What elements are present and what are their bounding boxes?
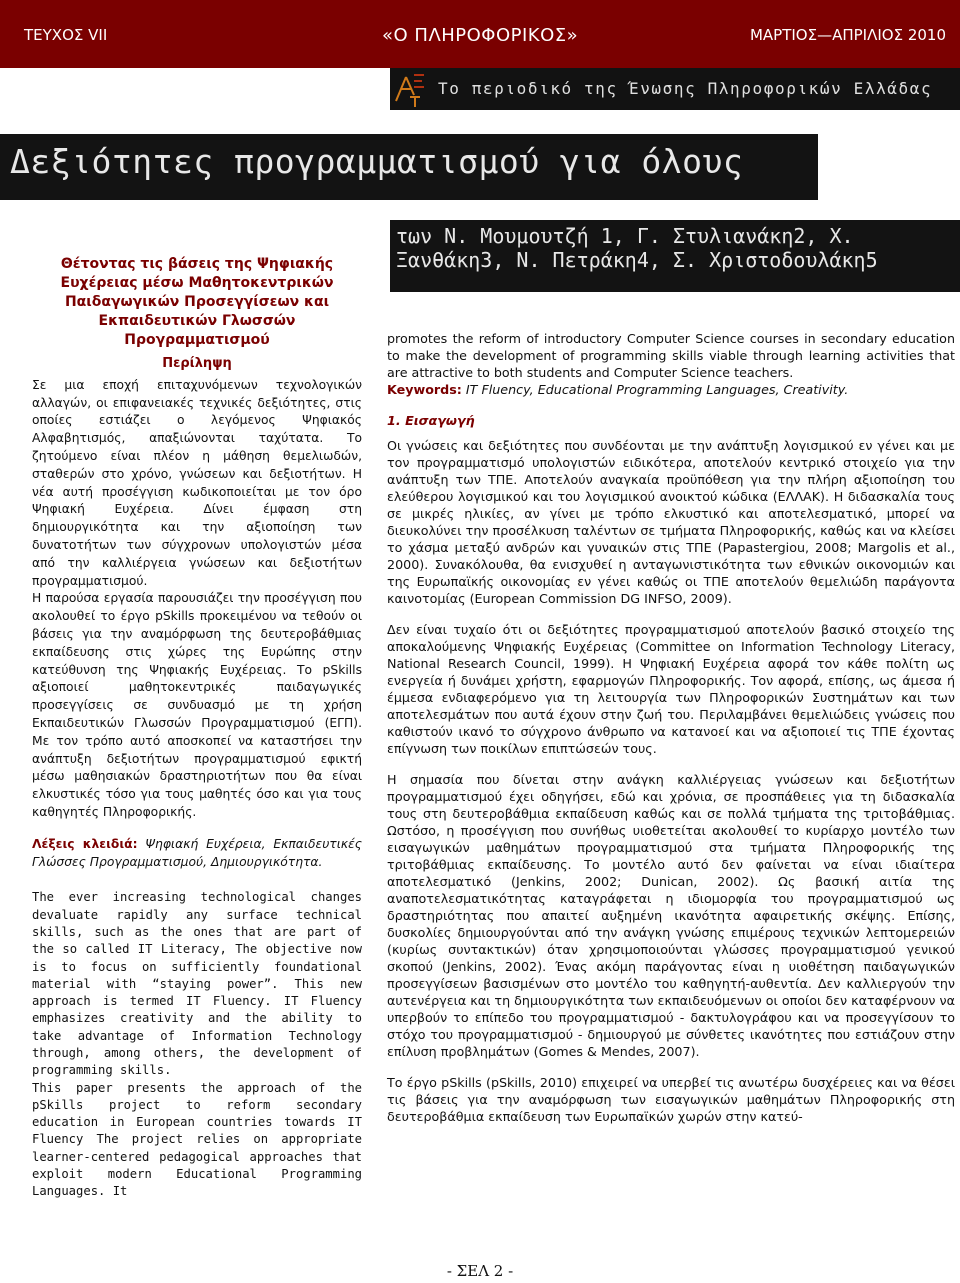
title-bar [0,134,818,200]
page-number-text: - ΣΕΛ 2 - [446,1262,514,1280]
body-paragraph: Δεν είναι τυχαίο ότι οι δεξιότητες προγραμματισμού αποτελούν βασικό στοιχείο της αποκαλούμενης Ψηφιακής Ευχέρειας (Committee on Information Technology Literacy, National Research Council, 1999). Η Ψηφιακή Ευχέρεια αφορά τον κάθε πολίτη ως ενεργεία ή δυνάμει χρήστη, εφαρμογών Πληροφορικής. Τον αφορά, επίσης, ως άμεσα ή έμμεσα ενδιαφερόμενο για τη λειτουργία των Πληροφορικών Συστημάτων και των αποτελεσμάτων που αυτά έχουν στην ζωή του. Περιλαμβάνει θεμελιώδεις γνώσεις που καθιστούν ικανό το σύγχρονο άνθρωπο να κατανοεί και να αξιοποιεί τις ΤΠΕ έχοντας επίγνωση των ποικίλων επιπτώσεών τους. [387,622,955,756]
logo-band [0,68,960,112]
article-title: Δεξιότητες προγραμματισμού για όλους [10,142,744,181]
keywords-text: IT Fluency, Educational Programming Languages, Creativity. [461,382,849,397]
authors-box [390,220,960,292]
tagline: Το περιοδικό της Ένωσης Πληροφορικών Ελλάδας [438,79,933,98]
english-abstract-paragraph: This paper presents the approach of the pSkills project to reform secondary education in European countries towards IT Fluency The project relies on appropriate learner-centered pedagogical approaches that exploit modern Educational Programming Languages. It [32,1080,362,1199]
abstract-paragraph: Σε μια εποχή επιταχυνόμενων τεχνολογικών αλλαγών, οι επιφανειακές τεχνικές δεξιότητες, στις οποίες εστιάζει ο λεγόμενος Ψηφιακός Αλφαβητισμός, απαξιώνονται ταχύτατα. Το ζητούμενο είναι πλέον η μάθηση θεμελιωδών, σταθερών στο χρόνο, γνώσεων και δεξιοτήτων. Η νέα αυτή προσέγγιση κωδικοποιείται με τον όρο Ψηφιακή Ευχέρεια. Δίνει έμφαση στη δημιουργικότητα και την αξιοποίηση των δυνατοτήτων των σύγχρονων υπολογιστών μέσα από την καλλιέργεια γνώσεων και δεξιοτήτων προγραμματισμού. [32,377,362,588]
article-subtitle: Θέτοντας τις βάσεις της Ψηφιακής Ευχέρειας μέσω Μαθητοκεντρικών Παιδαγωγικών Προσεγγίσεων και Εκπαιδευτικών Γλωσσών Προγραμματισμού [60,256,334,348]
body-column [387,330,955,1139]
body-paragraph: Οι γνώσεις και δεξιότητες που συνδέονται με την ανάπτυξη λογισμικού εν γένει και με τον προγραμματισμό υπολογιστών ειδικότερα, αποτελούν κεντρικό στοιχείο για την ανάπτυξη των ΤΠΕ. Αποτελούν αναγκαία προϋπόθεση για την πλήρη αξιοποίηση του ελεύθερου λογισμικού και του λογισμικού ανοικτού κώδικα (ΕΛΛΑΚ). Η διδασκαλία τους σε μικρές ηλικίες, αν γίνει με τρόπο ελκυστικό και αποτελεσματικό, μπορεί να διευκολύνει την προσέλκυση ταλέντων σε τμήματα Πληροφορικής, καθώς και να κλείσει το χάσμα μεταξύ ανδρών και γυναικών στις ΤΠΕ (Papastergiou, 2008; Margolis et al., 2000). Συνακόλουθα, θα ενισχυθεί η ανταγωνιστικότητα των εθνικών οικονομιών και της Ευρωπαϊκής οικονομίας εν γένει καθώς οι ΤΠΕ αποτελούν θεμελιώδη παράγοντα καινοτομίας (European Commission DG INFSO, 2009). [387,438,955,606]
section-heading: 1. Εισαγωγή [387,413,475,428]
issue-number: ΤΕΥΧΟΣ VII [24,26,108,44]
keywords-text: Ψηφιακή Ευχέρεια, Εκπαιδευτικές Γλώσσες Προγραμματισμού, Δημιουργικότητα. [32,836,362,869]
magazine-header-bar [0,0,960,68]
abstract-paragraph: Η παρούσα εργασία παρουσιάζει την προσέγγιση που ακολουθεί το έργο pSkills προκειμένου να τεθούν οι βάσεις για την αναμόρφωση της δευτεροβάθμιας εκπαίδευσης στις χώρες της Ευρώπης στην κατεύθυνση της Ψηφιακής Ευχέρειας. Το pSkills αξιοποιεί μαθητοκεντρικές παιδαγωγικές προσεγγίσεις σε συνδυασμό με τη χρήση Εκπαιδευτικών Γλωσσών Προγραμματισμού (ΕΓΠ). Με τον τρόπο αυτό αποσκοπεί να καταστήσει την ανάπτυξη δεξιοτήτων προγραμματισμού εφικτή μέσω μαθησιακών δραστηριοτήτων που θα είναι ελκυστικές τόσο για τους μαθητές όσο και για τους καθηγητές Πληροφορικής. [32,591,362,819]
authors-text: των Ν. Μουμουτζή 1, Γ. Στυλιανάκη2, Χ. Ξανθάκη3, Ν. Πετράκη4, Σ. Χριστοδουλάκη5 [396,224,878,272]
union-logo-icon [392,71,428,109]
page-number [0,1262,960,1280]
body-paragraph: Η σημασία που δίνεται στην ανάγκη καλλιέργειας γνώσεων και δεξιοτήτων προγραμματισμού έχει οδηγήσει, εδώ και χρόνια, σε προσπάθειες για τη διδασκαλία τους στη δευτεροβάθμια εκπαίδευση καθώς και σε πολλά τμήματα της τριτοβάθμιας. Ωστόσο, η προσέγγιση που συνήθως υιοθετείται ακολουθεί το κυρίαρχο μοντέλο των εισαγωγικών μαθημάτων προγραμματισμού στα τμήματα Πληροφορικής της τριτοβάθμιας εκπαίδευσης. Το μοντέλο αυτό δεν φαίνεται να είναι ιδιαίτερα αποτελεσματικό (Jenkins, 2002; Dunican, 2002). Ως βασική αιτία της αναποτελεσματικότητας καταγράφεται η ιδιομορφία του προγραμματισμού ως δραστηριότητας που απαιτεί αυξημένη ικανότητα αφαιρετικής σκέψης. Επίσης, δυσκολίες δημιουργούνται από την ανάγκη γνώσης επιμέρους τεχνικών λεπτομερειών (κυρίως συντακτικών) όταν χρησιμοποιούνται γλώσσες προγραμματισμού γενικού σκοπού (Jenkins, 2002). Ένας ακόμη παράγοντας είναι η υιοθέτηση παιδαγωγικών προσεγγίσεων βασισμένων στο μοντέλο του καθηγητή-αυθεντία. Δεν καλλιεργούν την αυτενέργεια και τη δημιουργικότητα των εκπαιδευόμενων οι οποίοι δεν καταφέρνουν να υπερβούν το επίπεδο του προγραμματισμού - δακτυλογράφου και να προσεγγίσουν το στόχο του προγραμματισμού - δημιουργού με σύνθετες ικανότητες που εστιάζουν στην επίλυση προβλημάτων (Gomes & Mendes, 2007). [387,772,955,1059]
english-abstract-paragraph: The ever increasing technological changes devaluate rapidly any surface technical skills, such as the ones that are part of the so called IT Literacy, The objective now is to focus on sufficiently foundational material with “staying power”. This new approach is termed IT Fluency. IT Fluency emphasizes creativity and the ability to take advantage of Information Technology through, among others, the development of programming skills. [32,890,362,1078]
issue-date: ΜΑΡΤΙΟΣ—ΑΠΡΙΛΙΟΣ 2010 [749,26,946,44]
magazine-name: «Ο ΠΛΗΡΟΦΟΡΙΚΟΣ» [382,25,579,46]
abstract-heading: Περίληψη [162,356,232,371]
keywords-label: Keywords: [387,382,462,397]
english-abstract [32,889,362,1200]
abstract-column [32,355,362,1201]
keywords-label: Λέξεις κλειδιά: [32,836,138,851]
keywords-english [387,381,955,398]
body-paragraph: Το έργο pSkills (pSkills, 2010) επιχειρεί να υπερβεί τις ανωτέρω δυσχέρειες και να θέσει τις βάσεις για την αναμόρφωση των εισαγωγικών μαθημάτων Πληροφορικής στη δευτεροβάθμια εκπαίδευση των Ευρωπαϊκών χωρών στην κατεύ- [387,1075,955,1124]
keywords-greek [32,836,362,872]
english-abstract-continued: promotes the reform of introductory Computer Science courses in secondary education to make the development of programming skills viable through learning activities that are attractive to both students and Computer Science teachers. [387,331,955,380]
